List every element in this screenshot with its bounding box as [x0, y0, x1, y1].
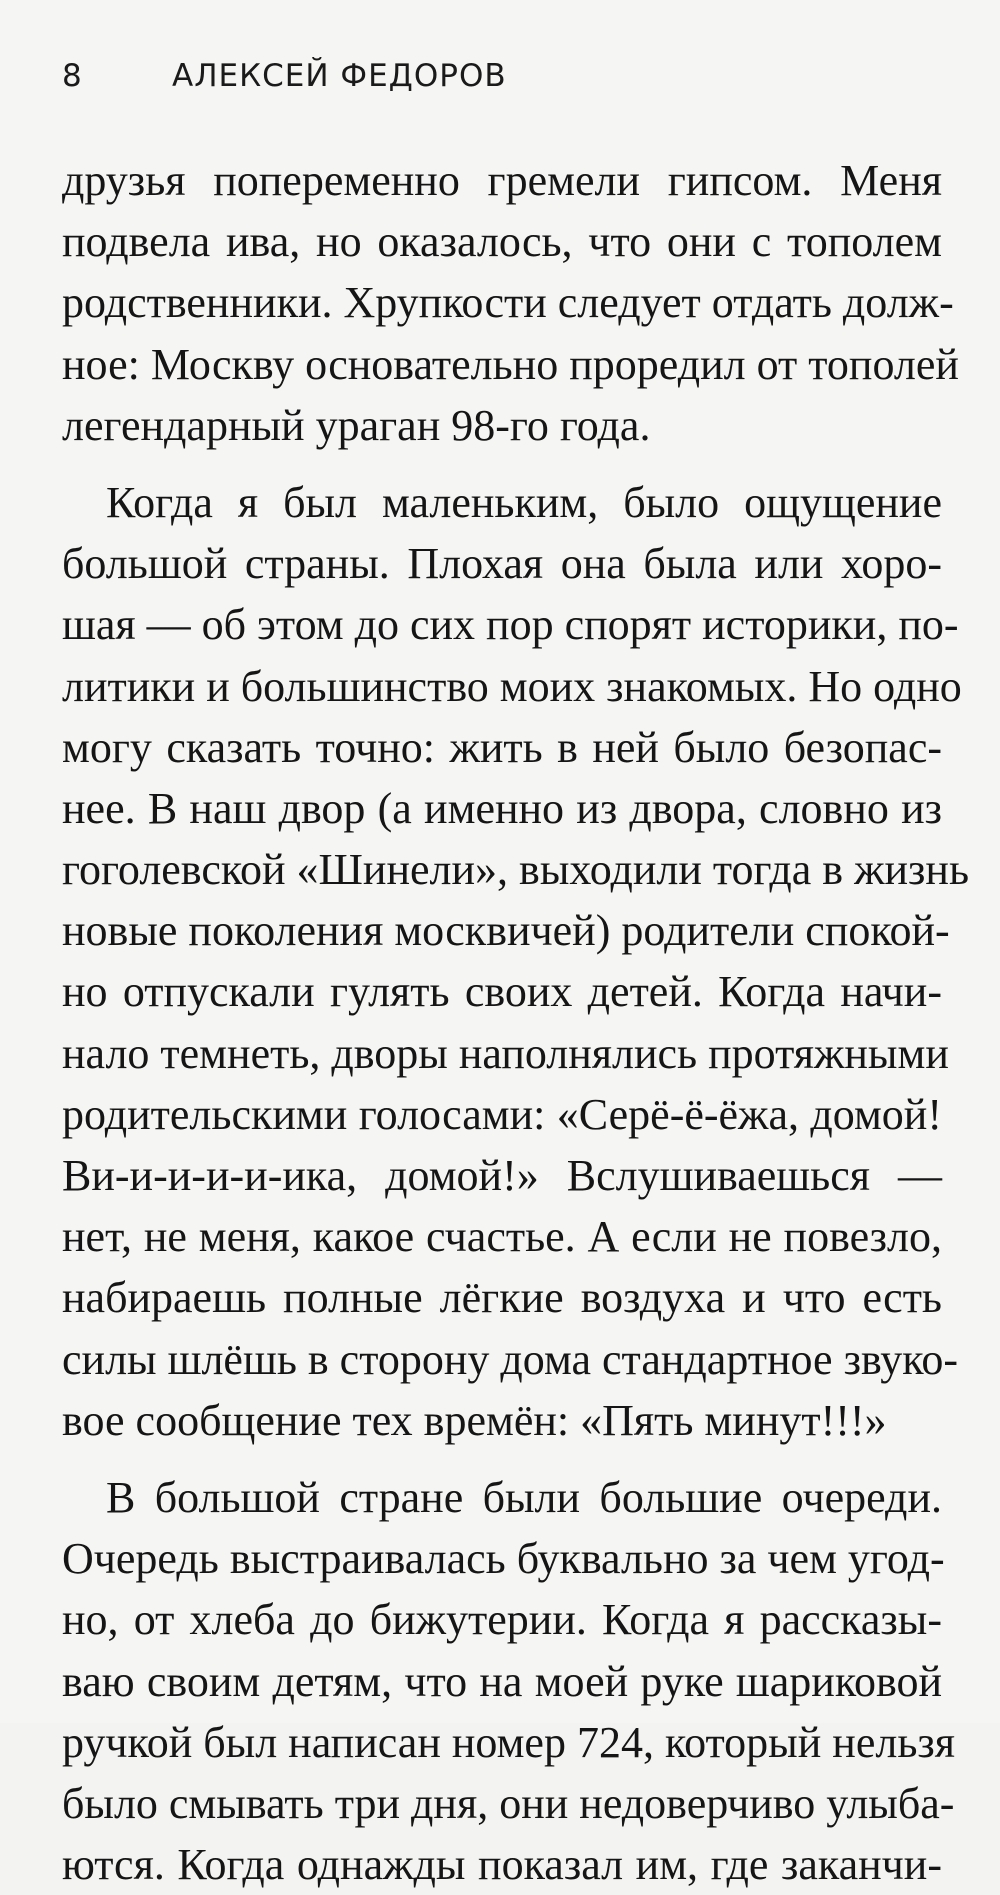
text-line: но, от хлеба до бижутерии. Когда я рассказы-	[62, 1595, 942, 1645]
text-line: нало темнеть, дворы наполнялись протяжными	[62, 1028, 949, 1078]
text-line: родительскими голосами: «Серё-ё-ёжа, домой!	[62, 1089, 942, 1139]
text-line: друзья попеременно гремели гипсом. Меня	[62, 156, 942, 205]
text-line: Когда я был маленьким, было ощущение	[106, 477, 942, 527]
text-line: Ви-и-и-и-и-ика, домой!» Вслушиваешься —	[62, 1151, 942, 1200]
body-text	[62, 150, 970, 1895]
text-line: силы шлёшь в сторону дома стандартное звуко-	[62, 1334, 959, 1384]
text-line: нет, не меня, какое счастье. А если не повезло,	[62, 1212, 942, 1262]
text-line: ются. Когда однажды показал им, где заканчи-	[62, 1840, 942, 1890]
running-title: АЛЕКСЕЙ ФЕДОРОВ	[172, 58, 507, 94]
text-line: В большой стране были большие очереди.	[106, 1472, 942, 1522]
page-number: 8	[62, 58, 83, 94]
text-line: шая — об этом до сих пор спорят историки, по-	[62, 600, 959, 650]
text-line: ваю своим детям, что на моей руке шариковой	[62, 1656, 942, 1706]
text-line: было смывать три дня, они недоверчиво улыба-	[62, 1778, 955, 1828]
text-line: но отпускали гулять своих детей. Когда начи-	[62, 967, 942, 1017]
text-line: ное: Москву основательно проредил от тополей	[62, 339, 959, 389]
paragraph	[62, 1467, 955, 1895]
text-line: большой страны. Плохая она была или хоро-	[62, 539, 942, 589]
text-line: литики и большинство моих знакомых. Но одно	[62, 661, 962, 711]
paragraph	[62, 472, 970, 1451]
text-line: нее. В наш двор (а именно из двора, словно из	[62, 783, 942, 833]
text-line: вое сообщение тех времён: «Пять минут!!!»	[62, 1395, 887, 1445]
text-line: новые поколения москвичей) родители спокой-	[62, 906, 950, 956]
running-header	[62, 58, 507, 94]
text-line: ручкой был написан номер 724, который нельзя	[62, 1717, 955, 1767]
paragraph-gap	[62, 1451, 942, 1467]
text-line: подвела ива, но оказалось, что они с тополем	[62, 217, 942, 267]
text-line: Очередь выстраивалась буквально за чем угод-	[62, 1534, 945, 1584]
text-line: легендарный ураган 98-го года.	[62, 400, 651, 450]
paragraph-gap	[62, 456, 942, 472]
text-line: могу сказать точно: жить в ней было безопас-	[62, 722, 942, 772]
paragraph	[62, 150, 959, 456]
text-line: родственники. Хрупкости следует отдать долж-	[62, 278, 954, 328]
text-line: гоголевской «Шинели», выходили тогда в жизнь	[62, 845, 970, 895]
text-line: набираешь полные лёгкие воздуха и что есть	[62, 1273, 942, 1323]
